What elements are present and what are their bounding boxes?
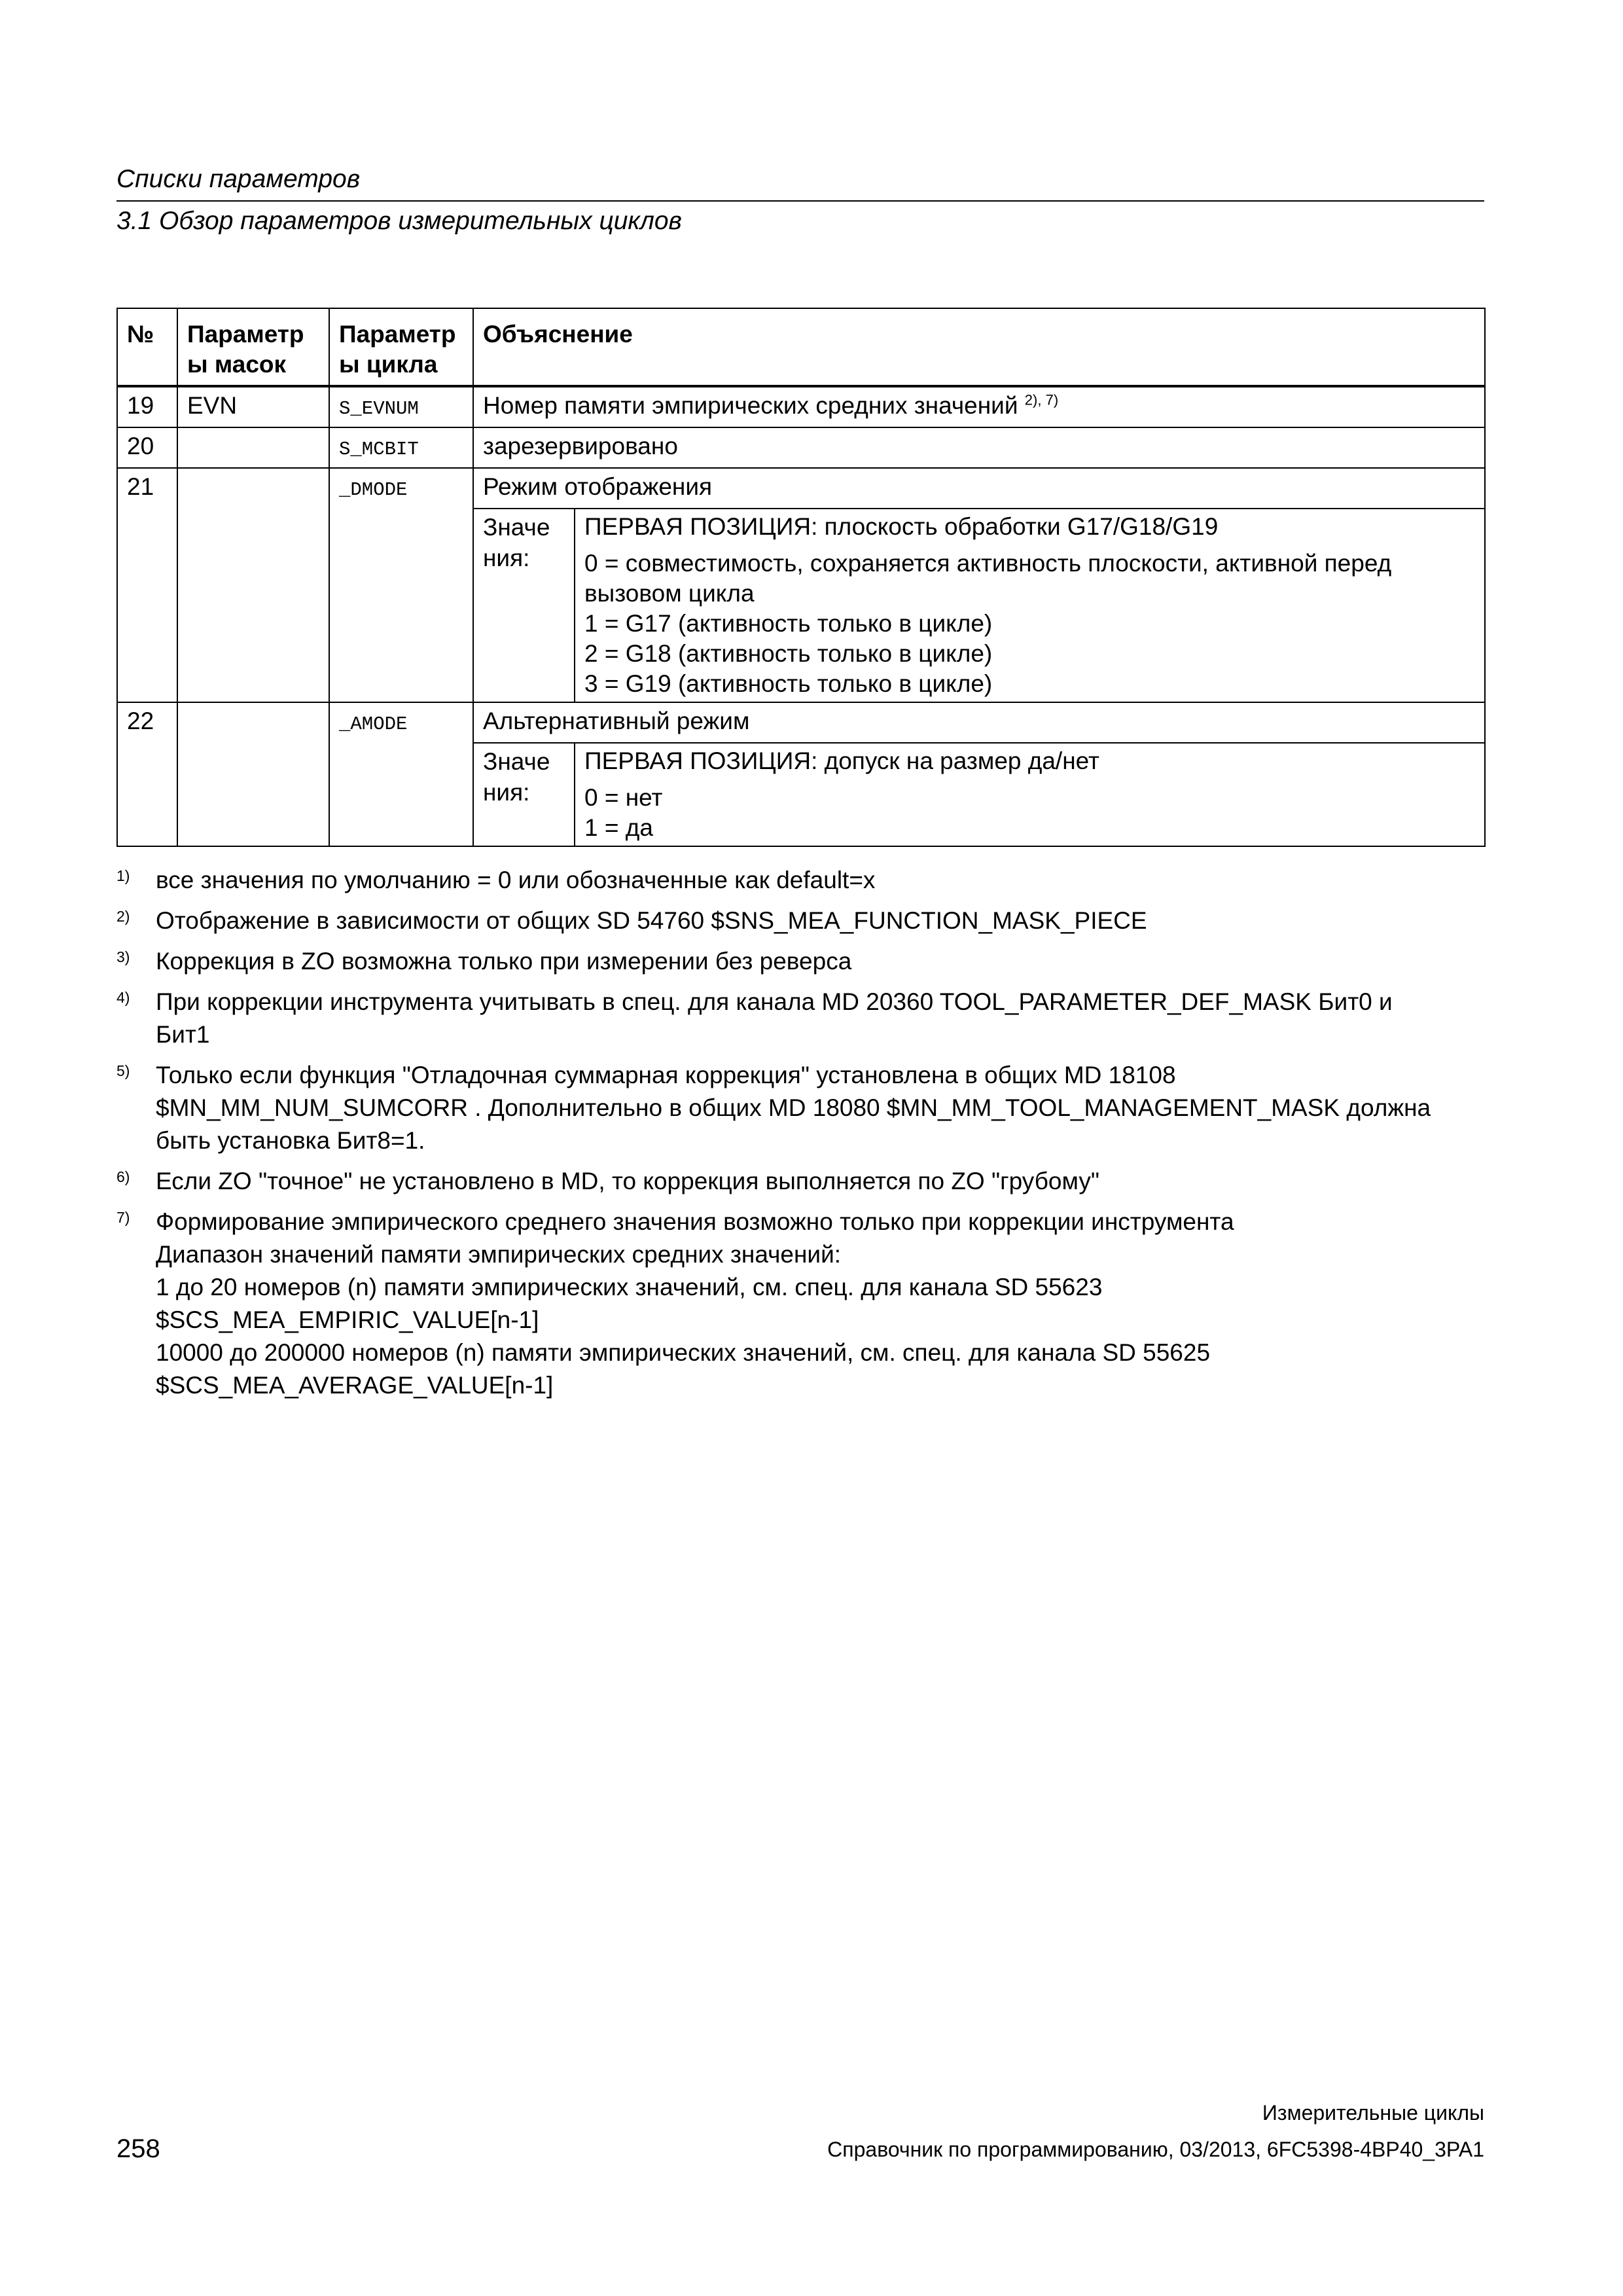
explanation-text: Номер памяти эмпирических средних значений xyxy=(483,392,1018,419)
value-line: 3 = G19 (активность только в цикле) xyxy=(584,670,993,697)
row-mask-param xyxy=(177,427,329,468)
footnote xyxy=(116,1165,1484,1198)
footnotes xyxy=(116,864,1484,1410)
footnote-line: Отображение в зависимости от общих SD 54760 $SNS_MEA_FUNCTION_MASK_PIECE xyxy=(156,907,1147,934)
footnote-line: Диапазон значений памяти эмпирических средних значений: xyxy=(156,1241,842,1268)
footnote-line: Коррекция в ZO возможна только при измерении без реверса xyxy=(156,948,852,975)
footnote-mark: 4) xyxy=(116,989,130,1006)
footnote xyxy=(116,1059,1484,1157)
cycle-param-code: _AMODE xyxy=(339,713,408,735)
footnote-line: Формирование эмпирического среднего значения возможно только при коррекции инструмента xyxy=(156,1208,1234,1235)
table-row xyxy=(117,468,1485,702)
row-no: 21 xyxy=(117,468,177,702)
cycle-param-code: _DMODE xyxy=(339,479,408,501)
footnote xyxy=(116,905,1484,937)
header-explanation: Объяснение xyxy=(473,308,1485,386)
row-mask-param xyxy=(177,702,329,846)
table-row xyxy=(117,427,1485,468)
header-no: № xyxy=(117,308,177,386)
footnote-line: 1 до 20 номеров (n) памяти эмпирических значений, см. спец. для канала SD 55623 xyxy=(156,1274,1103,1300)
value-line: ПЕРВАЯ ПОЗИЦИЯ: плоскость обработки G17/G18/G19 xyxy=(584,513,1219,540)
footnote-line: Если ZO "точное" не установлено в MD, то коррекция выполняется по ZO "грубому" xyxy=(156,1168,1099,1194)
row-no: 19 xyxy=(117,386,177,427)
row-explanation xyxy=(473,468,1485,702)
row-no: 20 xyxy=(117,427,177,468)
row-mask-param: EVN xyxy=(177,386,329,427)
footer-reference: Справочник по программированию, 03/2013, 6FC5398-4BP40_3PA1 xyxy=(827,2138,1484,2161)
cycle-param-code: S_EVNUM xyxy=(339,398,419,420)
values-list xyxy=(575,743,1484,846)
row-mask-param xyxy=(177,468,329,702)
value-line: 0 = совместимость, сохраняется активность плоскости, активной перед xyxy=(584,550,1392,577)
footnote-line: быть установка Бит8=1. xyxy=(156,1127,425,1154)
value-line: 1 = да xyxy=(584,814,653,841)
values-label: Значе ния: xyxy=(474,743,575,846)
section-title: 3.1 Обзор параметров измерительных циклов xyxy=(116,207,682,235)
footnote-line: $SCS_MEA_EMPIRIC_VALUE[n-1] xyxy=(156,1306,539,1333)
footnote-line: 10000 до 200000 номеров (n) памяти эмпирических значений, см. спец. для канала SD 55625 xyxy=(156,1339,1211,1366)
footnote xyxy=(116,986,1484,1051)
footnote-mark: 6) xyxy=(116,1168,130,1185)
header-rule xyxy=(116,200,1484,202)
row-cycle-param xyxy=(329,386,473,427)
footnote-line: Бит1 xyxy=(156,1021,210,1048)
value-line: 0 = нет xyxy=(584,784,663,811)
footnote-mark: 3) xyxy=(116,948,130,965)
footnote-ref: 2), 7) xyxy=(1024,391,1059,408)
row-explanation xyxy=(473,702,1485,846)
footnote xyxy=(116,864,1484,897)
row-cycle-param xyxy=(329,702,473,846)
footnote-line: $SCS_MEA_AVERAGE_VALUE[n-1] xyxy=(156,1372,554,1399)
footnote-line: Только если функция "Отладочная суммарная коррекция" установлена в общих MD 18108 xyxy=(156,1062,1176,1088)
explanation-text: Режим отображения xyxy=(474,469,1484,509)
row-no: 22 xyxy=(117,702,177,846)
value-line: ПЕРВАЯ ПОЗИЦИЯ: допуск на размер да/нет xyxy=(584,747,1099,774)
row-explanation xyxy=(473,386,1485,427)
footer-book-title: Измерительные циклы xyxy=(1262,2101,1484,2125)
table-row xyxy=(117,386,1485,427)
header-cycle-params: Параметр ы цикла xyxy=(329,308,473,386)
footnote-mark: 1) xyxy=(116,867,130,884)
value-line: 2 = G18 (активность только в цикле) xyxy=(584,640,993,667)
footnote-line: $MN_MM_NUM_SUMCORR . Дополнительно в общих MD 18080 $MN_MM_TOOL_MANAGEMENT_MASK должна xyxy=(156,1094,1431,1121)
footnote-mark: 5) xyxy=(116,1062,130,1079)
footnote-mark: 2) xyxy=(116,908,130,925)
header-mask-params: Параметр ы масок xyxy=(177,308,329,386)
explanation-text: Альтернативный режим xyxy=(474,703,1484,743)
page-number: 258 xyxy=(116,2134,160,2163)
table-row xyxy=(117,702,1485,846)
value-line: вызовом цикла xyxy=(584,580,755,607)
footnote-line: При коррекции инструмента учитывать в спец. для канала MD 20360 TOOL_PARAMETER_DEF_MASK Бит0 и xyxy=(156,988,1393,1015)
table-header-row xyxy=(117,308,1485,386)
explanation-subtable xyxy=(474,703,1484,846)
values-list xyxy=(575,509,1484,702)
footnote xyxy=(116,1206,1484,1402)
explanation-subtable xyxy=(474,469,1484,702)
row-cycle-param xyxy=(329,468,473,702)
row-explanation: зарезервировано xyxy=(473,427,1485,468)
footnote-line: все значения по умолчанию = 0 или обозначенные как default=x xyxy=(156,867,876,893)
row-cycle-param xyxy=(329,427,473,468)
values-label: Значе ния: xyxy=(474,509,575,702)
cycle-param-code: S_MCBIT xyxy=(339,439,419,460)
footnote-mark: 7) xyxy=(116,1209,130,1226)
value-line: 1 = G17 (активность только в цикле) xyxy=(584,610,993,637)
footnote xyxy=(116,945,1484,978)
parameters-table xyxy=(116,308,1486,847)
chapter-title: Списки параметров xyxy=(116,165,361,193)
